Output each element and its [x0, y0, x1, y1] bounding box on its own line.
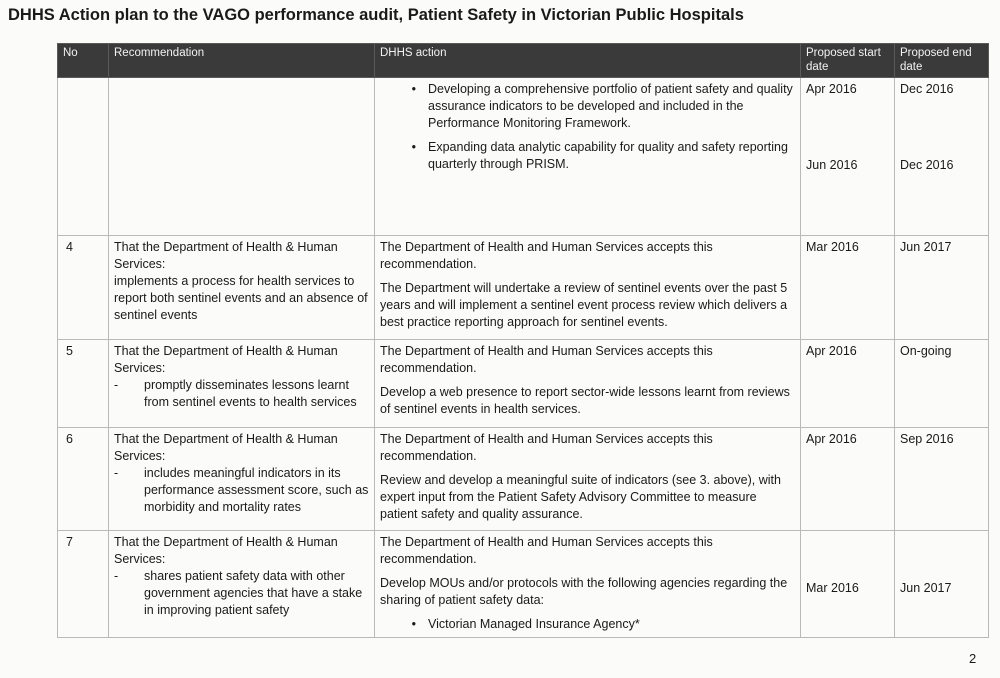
list-item — [380, 616, 795, 633]
list-item — [114, 568, 369, 619]
action-text: The Department of Health and Human Services accepts this recommendation. — [380, 240, 713, 271]
recommendation-intro: That the Department of Health & Human Services: — [114, 344, 338, 375]
cell-start-date: Apr 2016 — [801, 340, 895, 428]
bullet-text: Developing a comprehensive portfolio of patient safety and quality assurance indicators to be developed and included in the Performance Monitoring Framework. — [428, 82, 793, 130]
cell-no: 6 — [58, 428, 109, 531]
bullet-icon: • — [411, 82, 416, 96]
action-text: The Department of Health and Human Services accepts this recommendation. — [380, 344, 713, 375]
header-proposed-start-date: Proposed start date — [801, 44, 895, 78]
recommendation-text: shares patient safety data with other government agencies that have a stake in improving patient safety — [144, 569, 363, 617]
cell-no: 7 — [58, 531, 109, 638]
start-date: Jun 2016 — [806, 158, 858, 172]
cell-start-date: Mar 2016 — [801, 236, 895, 340]
table-row — [58, 340, 989, 428]
header-proposed-end-date: Proposed end date — [895, 44, 989, 78]
bullet-icon: • — [411, 617, 416, 631]
header-recommendation: Recommendation — [109, 44, 375, 78]
cell-end-date: Sep 2016 — [895, 428, 989, 531]
table-row — [58, 531, 989, 638]
cell-recommendation — [109, 340, 375, 428]
action-text: The Department of Health and Human Services accepts this recommendation. — [380, 432, 713, 463]
cell-no: 5 — [58, 340, 109, 428]
list-item — [114, 377, 369, 411]
cell-action — [375, 78, 801, 236]
dash-marker: - — [114, 569, 119, 583]
cell-no: 4 — [58, 236, 109, 340]
cell-start-date: Apr 2016 — [801, 428, 895, 531]
page-number: 2 — [969, 651, 977, 666]
cell-recommendation — [109, 236, 375, 340]
page-title: DHHS Action plan to the VAGO performance audit, Patient Safety in Victorian Public Hospitals — [8, 6, 744, 24]
recommendation-text: promptly disseminates lessons learnt from sentinel events to health services — [144, 378, 357, 409]
list-item — [380, 81, 795, 132]
end-date: Jun 2017 — [900, 581, 952, 595]
table-header-row — [58, 44, 989, 78]
cell-end-date — [895, 78, 989, 236]
dash-marker: - — [114, 466, 119, 480]
start-date: Mar 2016 — [806, 581, 859, 595]
cell-recommendation — [109, 428, 375, 531]
action-text: Review and develop a meaningful suite of indicators (see 3. above), with expert input from the Patient Safety Advisory Committee to measure patient safety and quality assurance. — [380, 473, 781, 521]
recommendation-text: implements a process for health services to report both sentinel events and an absence of sentinel events — [114, 274, 368, 322]
action-text: Develop a web presence to report sector-wide lessons learnt from reviews of sentinel events in health services. — [380, 385, 790, 416]
table-row — [58, 428, 989, 531]
cell-recommendation — [109, 78, 375, 236]
recommendation-text: includes meaningful indicators in its performance assessment score, such as morbidity and mortality rates — [144, 466, 369, 514]
action-text: Develop MOUs and/or protocols with the following agencies regarding the sharing of patient safety data: — [380, 576, 788, 607]
end-date: Dec 2016 — [900, 158, 954, 172]
action-text: The Department will undertake a review of sentinel events over the past 5 years and will implement a sentinel event process review which delivers a best practice reporting approach for sentinel events. — [380, 281, 788, 329]
header-dhhs-action: DHHS action — [375, 44, 801, 78]
recommendation-intro: That the Department of Health & Human Services: — [114, 432, 338, 463]
cell-start-date — [801, 531, 895, 638]
list-item — [380, 139, 795, 173]
cell-recommendation — [109, 531, 375, 638]
header-no: No — [58, 44, 109, 78]
cell-end-date: Jun 2017 — [895, 236, 989, 340]
cell-start-date — [801, 78, 895, 236]
bullet-text: Expanding data analytic capability for quality and safety reporting quarterly through PRISM. — [428, 140, 788, 171]
start-date: Apr 2016 — [806, 82, 857, 96]
cell-action — [375, 236, 801, 340]
cell-end-date: On-going — [895, 340, 989, 428]
cell-action — [375, 340, 801, 428]
table-row — [58, 78, 989, 236]
action-plan-table — [57, 43, 989, 638]
end-date: Dec 2016 — [900, 82, 954, 96]
action-text: The Department of Health and Human Services accepts this recommendation. — [380, 535, 713, 566]
bullet-text: Victorian Managed Insurance Agency* — [428, 617, 640, 631]
recommendation-intro: That the Department of Health & Human Services: — [114, 240, 338, 271]
cell-no — [58, 78, 109, 236]
bullet-icon: • — [411, 140, 416, 154]
cell-action — [375, 428, 801, 531]
table-row — [58, 236, 989, 340]
list-item — [114, 465, 369, 516]
recommendation-intro: That the Department of Health & Human Services: — [114, 535, 338, 566]
cell-end-date — [895, 531, 989, 638]
cell-action — [375, 531, 801, 638]
dash-marker: - — [114, 378, 119, 392]
